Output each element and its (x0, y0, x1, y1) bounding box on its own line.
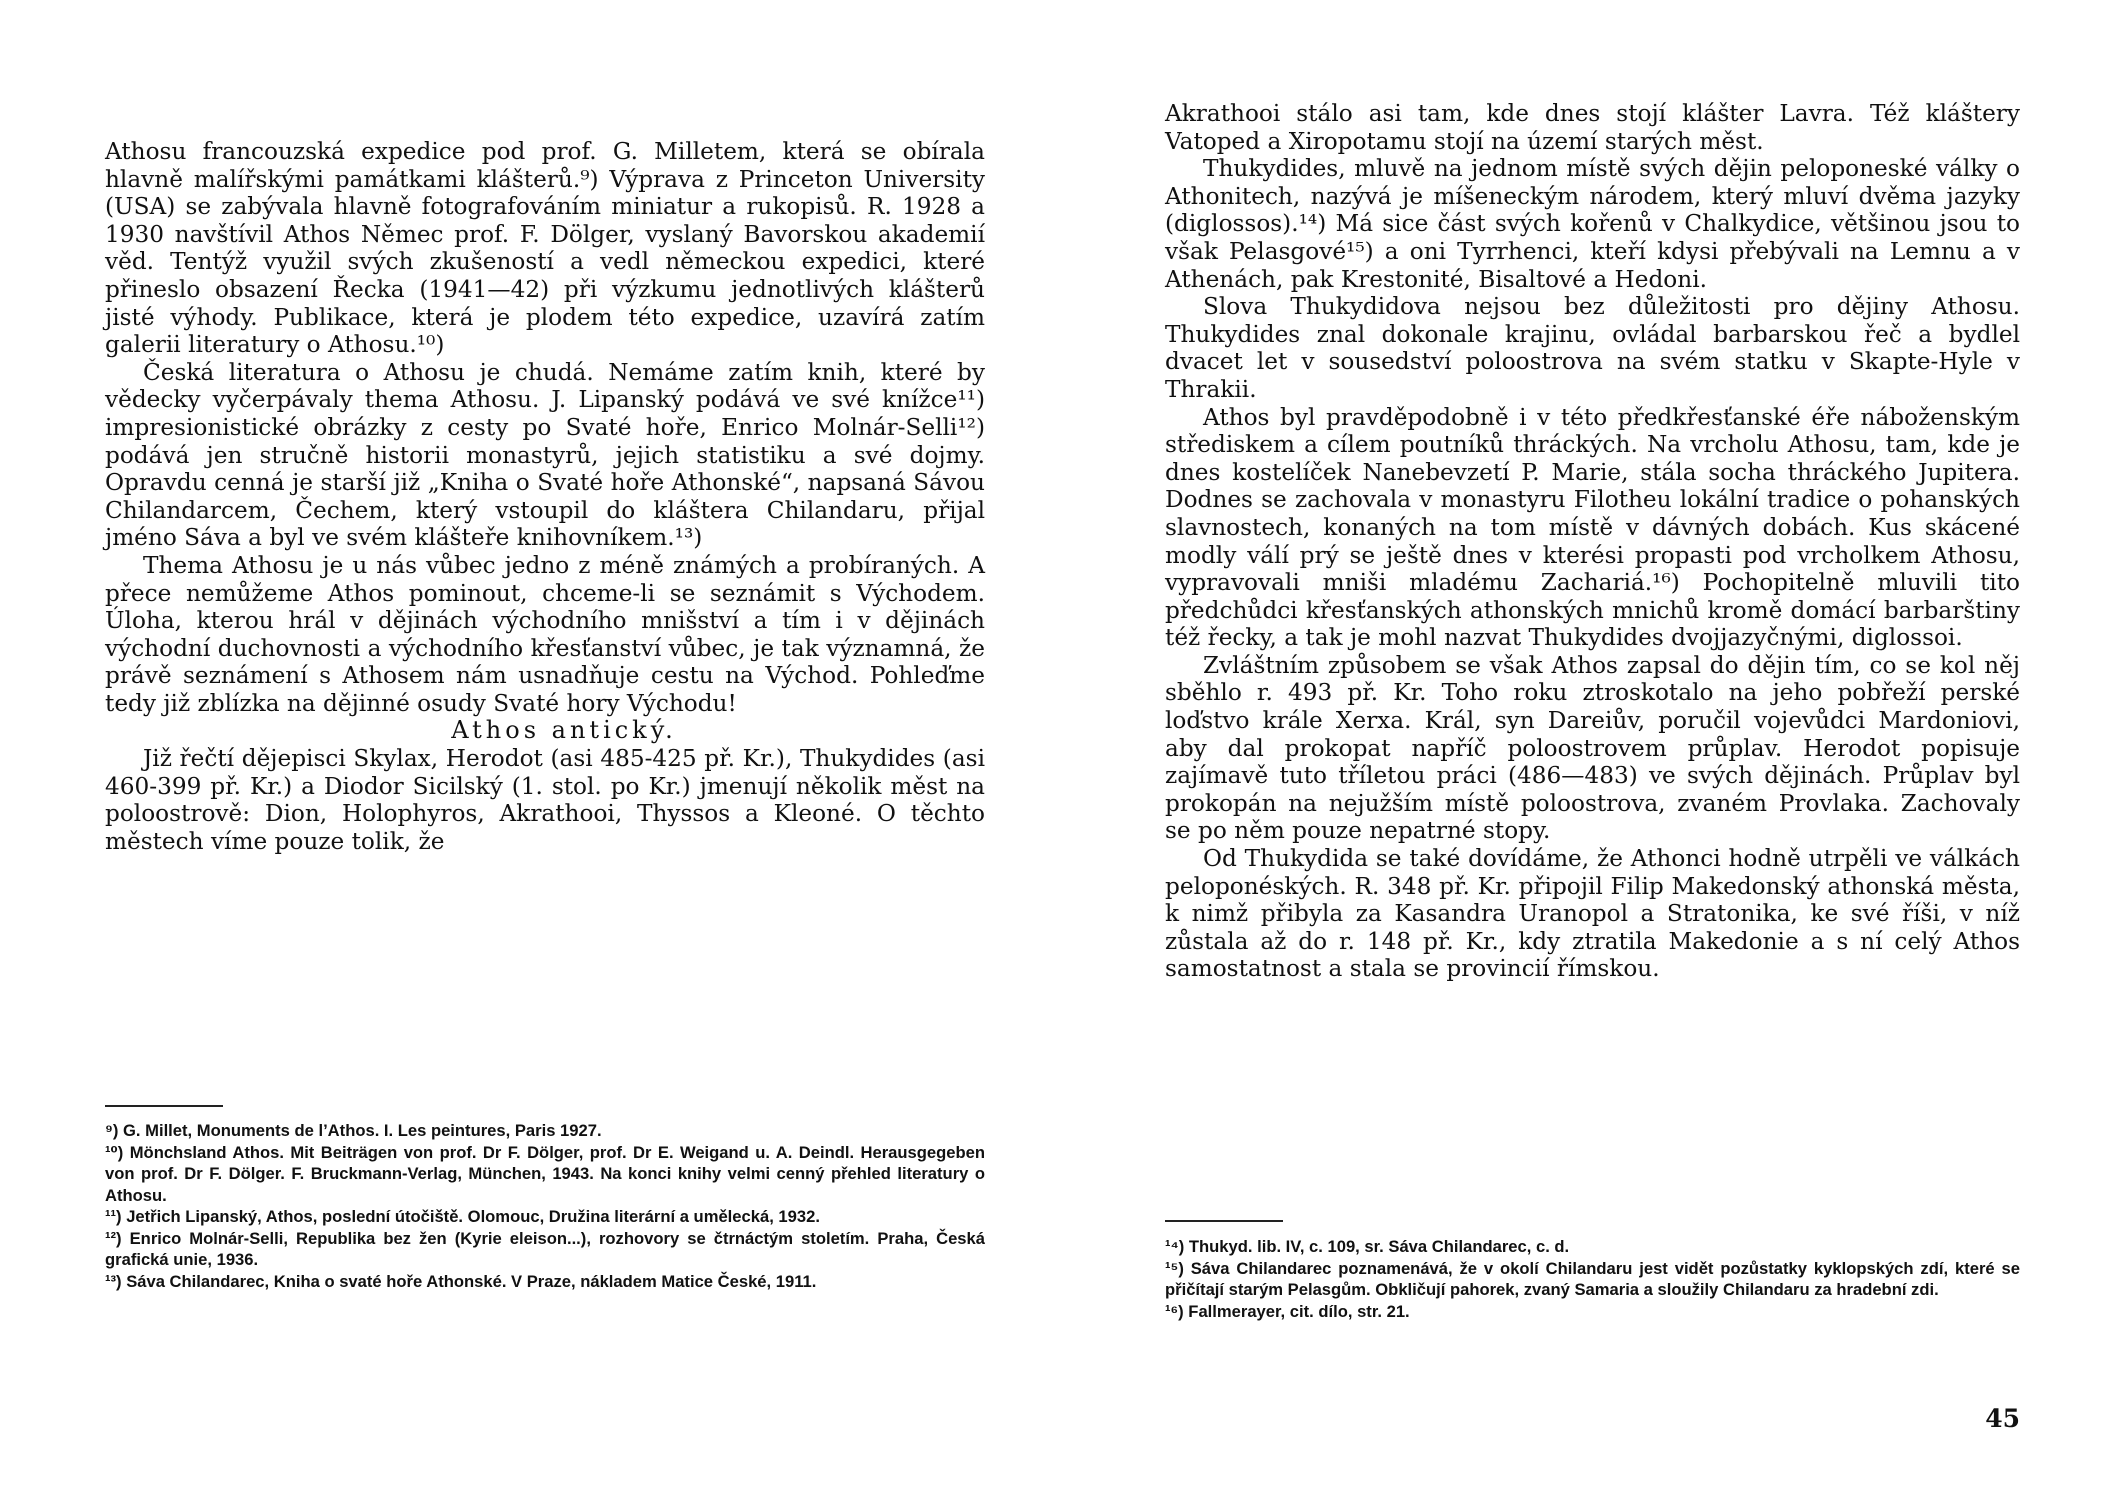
right-body-text (1165, 100, 2020, 983)
paragraph: Slova Thukydidova nejsou bez důležitosti pro dějiny Athosu. Thukydides znal dokonale krajinu, ovládal barbarskou řeč a bydlel dvacet let v sousedství poloostrova na svém statku v Skapte-Hyle v Thrakii. (1165, 293, 2020, 403)
footnote: ¹⁴) Thukyd. lib. IV, c. 109, sr. Sáva Chilandarec, c. d. (1165, 1237, 1570, 1256)
left-body-text (105, 138, 985, 855)
paragraph: Již řečtí dějepisci Skylax, Herodot (asi 485-425 př. Kr.), Thukydides (asi 460-399 př. Kr.) a Diodor Sicilský (1. stol. po Kr.) jmenují několik měst na poloostrově: Dion, Holophyros, Akrathooi, Thyssos a Kleoné. O těchto městech víme pouze tolik, že (105, 745, 985, 855)
paragraph: Athosu francouzská expedice pod prof. G. Milletem, která se obírala hlavně malířskými památkami klášterů.⁹) Výprava z Princeton University (USA) se zabývala hlavně fotografováním miniatur a rukopisů. R. 1928 a 1930 navštívil Athos Němec prof. F. Dölger, vyslaný Bavorskou akademií věd. Tentýž využil svých zkušeností a vedl německou expedici, které přineslo obsazení Řecka (1941—42) při výzkumu jednotlivých klášterů jisté výhody. Publikace, která je plodem této expedice, uzavírá zatím galerii literatury o Athosu.¹⁰) (105, 138, 985, 359)
left-footnotes (105, 1120, 985, 1292)
paragraph: Athos byl pravděpodobně i v této předkřesťanské éře náboženským střediskem a cílem poutníků thráckých. Na vrcholu Athosu, tam, kde je dnes kostelíček Nanebevzetí P. Marie, stála socha thráckého Jupitera. Dodnes se zachovala v monastyru Filotheu lokální tradice o pohanských slavnostech, konaných na tom místě v dávných dobách. Kus skácené modly válí prý se ještě dnes v kterési propasti pod vrcholkem Athosu, vypravovali mniši mladému Zachariá.¹⁶) Pochopitelně mluvili tito předchůdci křesťanských athonských mnichů kromě domácí barbarštiny též řecky, a tak je mohl nazvat Thukydides dvojjazyčnými, diglossoi. (1165, 403, 2020, 652)
paragraph: Česká literatura o Athosu je chudá. Nemáme zatím knih, které by vědecky vyčerpávaly thema Athosu. J. Lipanský podává ve své knížce¹¹) impresionistické obrázky z cesty po Svaté hoře, Enrico Molnár-Selli¹²) podává jen stručně historii monastyrů, jejich statistiku a své dojmy. Opravdu cenná je starší již „Kniha o Svaté hoře Athonské“, napsaná Sávou Chilandarcem, Čechem, který vstoupil do kláštera Chilandaru, přijal jméno Sáva a byl ve svém klášteře knihovníkem.¹³) (105, 358, 985, 552)
right-footnotes (1165, 1236, 2020, 1322)
footnote: ¹⁶) Fallmerayer, cit. dílo, str. 21. (1165, 1301, 1410, 1321)
footnote: ¹⁰) Mönchsland Athos. Mit Beiträgen von prof. Dr F. Dölger, prof. Dr E. Weigand u. A. Deindl. Herausgegeben von prof. Dr F. Dölger. F. Bruckmann-Verlag, München, 1943. Na konci knihy velmi cenný přehled literatury o Athosu. (105, 1142, 985, 1205)
footnote: ¹³) Sáva Chilandarec, Kniha o svaté hoře Athonské. V Praze, nákladem Matice České, 1911. (105, 1271, 817, 1291)
paragraph: Od Thukydida se také dovídáme, že Athonci hodně utrpěli ve válkách peloponéských. R. 348 př. Kr. připojil Filip Makedonský athonská města, k nimž přibyla za Kasandra Uranopol a Stratonika, ke své říši, v níž zůstala až do r. 148 př. Kr., kdy ztratila Makedonie a s ní celý Athos samostatnost a stala se provincií římskou. (1165, 845, 2020, 983)
paragraph: Akrathooi stálo asi tam, kde dnes stojí klášter Lavra. Též kláštery Vatoped a Xiropotamu stojí na území starých měst. (1165, 100, 2020, 155)
footnote: ¹¹) Jetřich Lipanský, Athos, poslední útočiště. Olomouc, Družina literární a umělecká, 1932. (105, 1207, 820, 1226)
section-heading: Athos antický. (451, 716, 677, 745)
footnote: ¹⁵) Sáva Chilandarec poznamenává, že v okolí Chilandaru jest vidět pozůstatky kyklopských zdí, které se přičítají starým Pelasgům. Obkličují pahorek, zvaný Samaria a sloužily Chilandaru za hradební zdi. (1165, 1258, 2020, 1299)
footnote-divider (105, 1105, 223, 1107)
footnote-divider (1165, 1220, 1283, 1222)
footnote: ¹²) Enrico Molnár-Selli, Republika bez žen (Kyrie eleison...), rozhovory se čtrnáctým stoletím. Praha, Česká grafická unie, 1936. (105, 1228, 985, 1269)
right-page (1165, 0, 2020, 1500)
paragraph: Thema Athosu je u nás vůbec jedno z méně známých a probíraných. A přece nemůžeme Athos pominout, chceme-li se seznámit s Východem. Úloha, kterou hrál v dějinách východního mnišství a tím i v dějinách východní duchovnosti a východního křesťanství vůbec, je tak významná, že právě seznámení s Athosem nám usnadňuje cestu na Východ. Pohleďme tedy již zblízka na dějinné osudy Svaté hory Východu! (105, 551, 985, 717)
left-page (105, 0, 985, 1500)
page-number: 45 (1985, 1404, 2020, 1433)
paragraph: Zvláštním způsobem se však Athos zapsal do dějin tím, co se kol něj sběhlo r. 493 př. Kr. Toho roku ztroskotalo na jeho pobřeží perské loďstvo krále Xerxa. Král, syn Dareiův, poručil vojevůdci Mardoniovi, aby dal prokopat napříč poloostrovem průplav. Herodot popisuje zajímavě tuto tříletou práci (486—483) ve svých dějinách. Průplav byl prokopán na nejužším místě poloostrova, zvaném Provlaka. Zachovaly se po něm pouze nepatrné stopy. (1165, 651, 2020, 845)
footnote: ⁹) G. Millet, Monuments de l’Athos. I. Les peintures, Paris 1927. (105, 1121, 602, 1140)
paragraph: Thukydides, mluvě na jednom místě svých dějin peloponeské války o Athonitech, nazývá je míšeneckým národem, který mluví dvěma jazyky (diglossos).¹⁴) Má sice část svých kořenů v Chalkydice, většinou jsou to však Pelasgové¹⁵) a oni Tyrrhenci, kteří kdysi přebývali na Lemnu a v Athenách, pak Krestonité, Bisaltové a Hedoni. (1165, 155, 2020, 293)
